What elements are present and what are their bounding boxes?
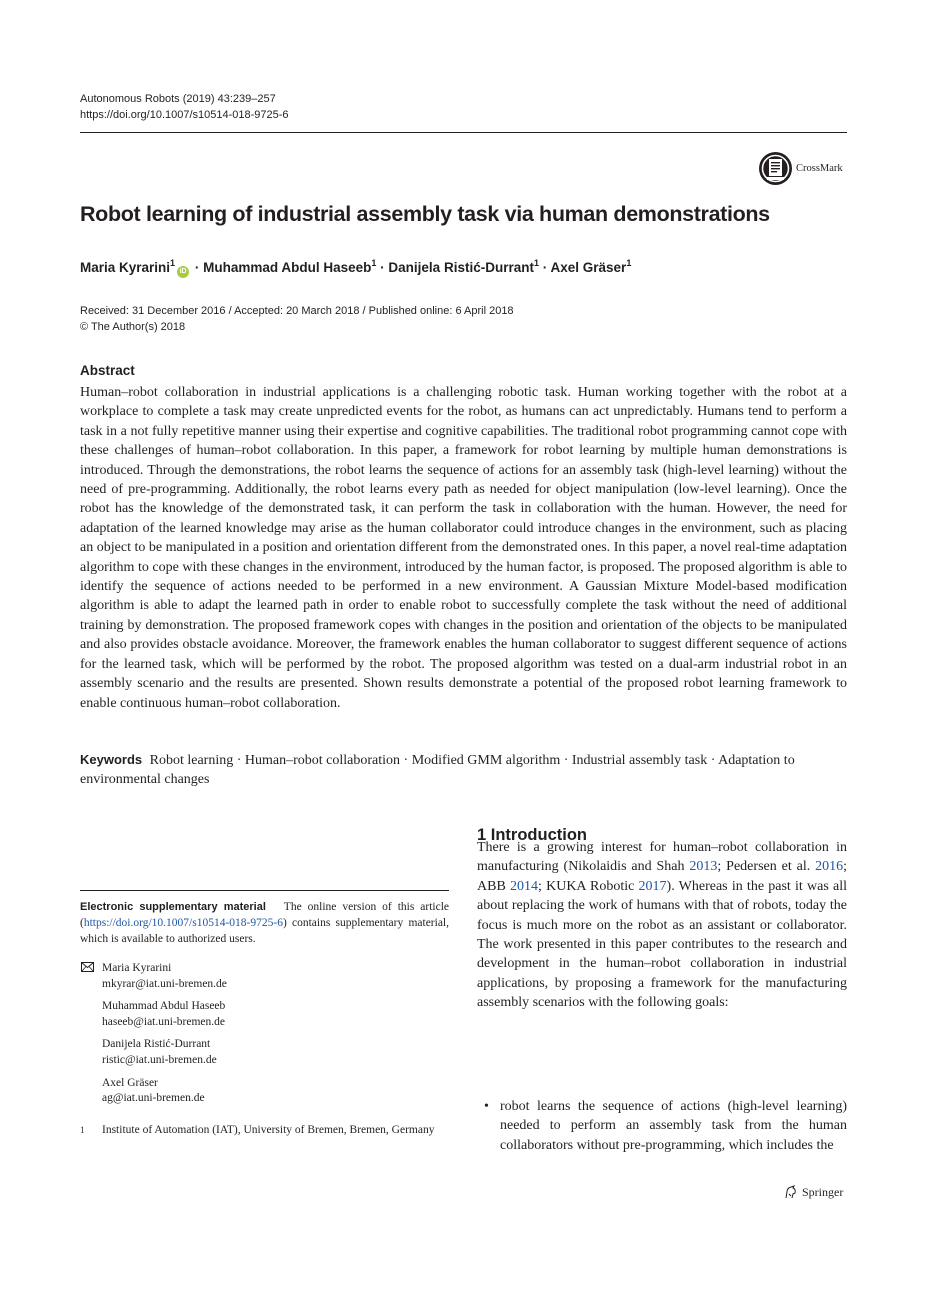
bullet-marker: • <box>484 1099 489 1114</box>
contact-email[interactable]: ag@iat.uni-bremen.de <box>102 1092 205 1105</box>
contact-name: Muhammad Abdul Haseeb <box>102 1000 226 1013</box>
author-affil-marker: 1 <box>371 258 377 268</box>
author-name: Maria Kyrarini <box>80 260 171 275</box>
contact-name: Axel Gräser <box>102 1076 158 1089</box>
citation-link[interactable]: 2017 <box>638 878 667 894</box>
supplementary-link[interactable]: https://doi.org/10.1007/s10514-018-9725-6 <box>83 917 283 929</box>
orcid-icon[interactable]: iD <box>177 266 189 278</box>
author-separator: · <box>380 260 385 275</box>
bullet-item <box>484 1097 847 1155</box>
affiliation-note <box>80 1123 449 1139</box>
publication-dates <box>80 303 514 335</box>
contact-name: Maria Kyrarini <box>102 962 172 974</box>
supplementary-text-after: ) contains supplementary material, which is available to authorized users. <box>80 917 449 945</box>
footnote-rule <box>80 890 449 891</box>
springer-horse-icon <box>783 1185 798 1200</box>
intro-text: ). Whereas in the past it was all about replacing the work of humans with that of robots, today the focus is much more on the robot as an assistant or collaborator. The work presented in this paper contributes to the research and development in the human–robot collaboration in industrial applications, by proposing a framework for the manufacturing assembly scenarios with the following goals: <box>477 878 847 1011</box>
introduction-paragraph <box>477 838 847 1013</box>
contact-entry <box>80 1037 449 1068</box>
author-list <box>80 258 860 278</box>
author-affil-marker: 1 <box>626 258 632 268</box>
publisher-name: Springer <box>802 1185 844 1199</box>
contact-list <box>80 961 449 1114</box>
keywords-label: Keywords <box>80 752 143 767</box>
citation-link[interactable]: 2016 <box>815 859 844 875</box>
author-separator: · <box>542 260 548 275</box>
intro-text: ; Pedersen et al. <box>717 859 816 875</box>
crossmark-badge[interactable] <box>758 151 843 186</box>
citation-link[interactable]: 2014 <box>510 878 538 894</box>
contact-email[interactable]: mkyrar@iat.uni-bremen.de <box>102 977 227 990</box>
section-heading-introduction: 1 Introduction <box>477 826 587 844</box>
author-affil-marker: 1 <box>533 258 539 268</box>
supplementary-text-before: The online version of this article ( <box>80 901 450 929</box>
citation-link[interactable]: 2013 <box>689 859 718 875</box>
copyright-line: © The Author(s) 2018 <box>80 321 186 333</box>
author-separator: · <box>194 260 200 275</box>
publisher-logo <box>783 1185 843 1200</box>
affiliation-text: Institute of Automation (IAT), University of Bremen, Bremen, Germany <box>102 1124 435 1136</box>
keywords-block <box>80 750 847 790</box>
journal-citation: Autonomous Robots (2019) 43:239–257 <box>80 93 276 105</box>
keywords-text: Robot learning · Human–robot collaboration · Modified GMM algorithm · Industrial assembly task · Adaptation to environmental changes <box>80 753 795 788</box>
paper-title: Robot learning of industrial assembly task via human demonstrations <box>80 202 770 226</box>
supplementary-note <box>80 899 449 947</box>
author-affil-marker: 1 <box>170 258 176 268</box>
intro-text: ; KUKA Robotic <box>538 878 639 894</box>
author-name: Muhammad Abdul Haseeb <box>203 260 372 275</box>
author-name: Danijela Ristić-Durrant <box>388 260 534 275</box>
intro-text: ; ABB <box>477 859 847 894</box>
date-history: Received: 31 December 2016 / Accepted: 20 March 2018 / Published online: 6 April 2018 <box>80 305 514 317</box>
contact-email[interactable]: ristic@iat.uni-bremen.de <box>102 1053 217 1066</box>
crossmark-icon <box>758 151 793 186</box>
contact-name: Danijela Ristić-Durrant <box>102 1038 211 1051</box>
header-rule <box>80 132 847 133</box>
supplementary-label: Electronic supplementary material <box>80 901 266 913</box>
contact-entry <box>80 1076 449 1107</box>
contact-entry <box>80 961 449 992</box>
journal-doi[interactable]: https://doi.org/10.1007/s10514-018-9725-6 <box>80 109 289 121</box>
intro-text: There is a growing interest for human–robot collaboration in manufacturing (Nikolaidis and Shah <box>477 840 847 875</box>
abstract-text: Human–robot collaboration in industrial applications is a challenging robotic task. Human working together with the robot at a workplace to complete a task may create unpredicted events for the robot, as humans can act unpredictably. Humans tend to perform a task in a not fully repetitive manner using their expertise and cognitive capabilities. The traditional robot programming cannot cope with these challenges of human–robot collaboration. In this paper, a framework for robot learning by multiple human demonstrations is introduced. Through the demonstrations, the robot learns the sequence of actions for an assembly task (high-level learning) without the need of pre-programming. Additionally, the robot learns every path as needed for object manipulation (low-level learning). Once the robot has the knowledge of the demonstrated task, it can perform the task in collaboration with the human. However, the need for adaptation of the learned knowledge may arise as the human collaborator could introduce changes in the environment, such as placing an object to be manipulated in a position and orientation different from the demonstrated ones. In this paper, a novel real-time adaptation algorithm to cope with these changes in the environment, introduced by the human factor, is proposed. The proposed algorithm is able to identify the sequence of actions needed to be performed in a new environment. A Gaussian Mixture Model-based modification algorithm is able to adapt the learned path in order to enable robot to successfully complete the task without the need of additional training by demonstration. The proposed framework copes with changes in the position and orientation of the objects to be manipulated and also provides obstacle avoidance. Moreover, the framework enables the human collaborator to suggest different sequence of actions for the learned task, which will be performed by the robot. The proposed algorithm was tested on a dual-arm industrial robot in an assembly scenario and the results are presented. Shown results demonstrate a potential of the proposed robot learning framework to enable continuous human–robot collaboration. <box>80 385 847 711</box>
contact-email[interactable]: haseeb@iat.uni-bremen.de <box>102 1015 225 1028</box>
contact-entry <box>80 999 449 1030</box>
journal-header <box>80 91 289 123</box>
bullet-text: robot learns the sequence of actions (high-level learning) needed to perform an assembly task from the human collaborators without pre-programming, which includes the <box>500 1099 847 1153</box>
introduction-body <box>477 838 847 1013</box>
envelope-icon <box>81 962 94 972</box>
abstract-heading: Abstract <box>80 363 135 378</box>
crossmark-label: CrossMark <box>796 163 843 174</box>
author-name: Axel Gräser <box>550 260 627 275</box>
affiliation-number: 1 <box>80 1125 85 1135</box>
